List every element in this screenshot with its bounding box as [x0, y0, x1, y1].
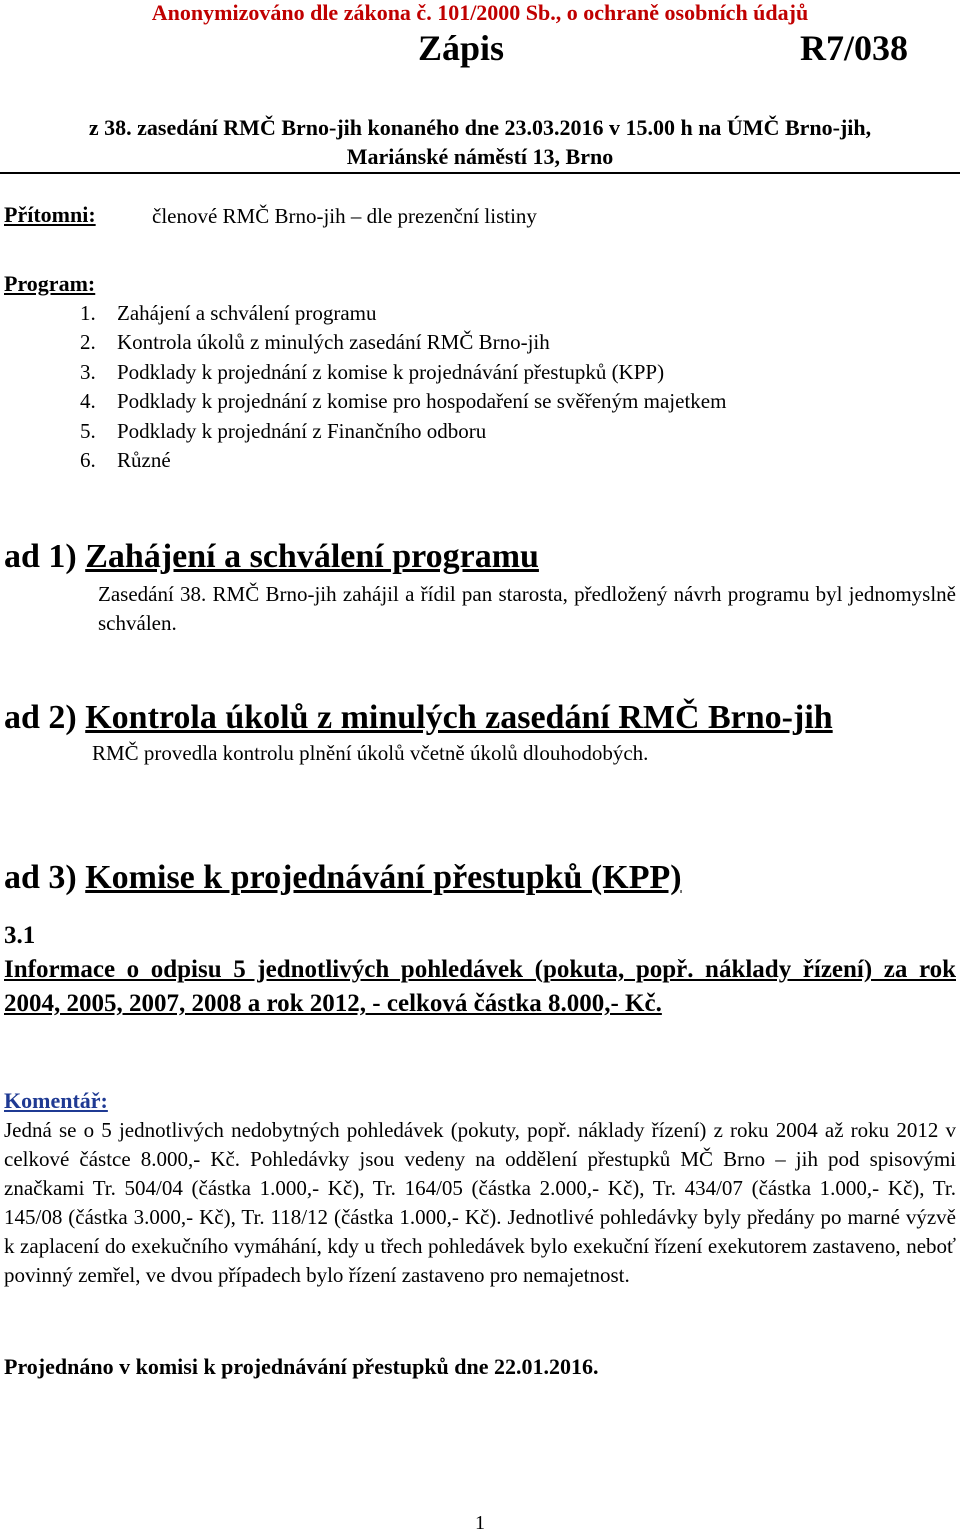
meeting-info-line2: Mariánské náměstí 13, Brno [346, 144, 614, 169]
program-item: 5. Podklady k projednání z Finančního odboru [80, 418, 487, 443]
section-2-body: RMČ provedla kontrolu plnění úkolů včetně úkolů dlouhodobých. [92, 741, 649, 765]
section-2-heading: ad 2) Kontrola úkolů z minulých zasedání RMČ Brno-jih [4, 699, 833, 736]
program-label: Program: [4, 271, 96, 296]
anonymization-notice: Anonymizováno dle zákona č. 101/2000 Sb., o ochraně osobních údajů [151, 0, 809, 25]
item-3-1-title: Informace o odpisu 5 jednotlivých pohledávek (pokuta, popř. náklady řízení) za rok 2004, 2005, 2007, 2008 a rok 2012, - celková částka 8.000,- Kč. [4, 956, 956, 1017]
program-item: 2. Kontrola úkolů z minulých zasedání RMČ Brno-jih [80, 330, 550, 355]
section-3-heading: ad 3) Komise k projednávání přestupků (KPP) [4, 859, 682, 896]
page-number: 1 [475, 1512, 485, 1534]
item-3-1-number: 3.1 [4, 922, 36, 949]
section-1-body: Zasedání 38. RMČ Brno-jih zahájil a řídil pan starosta, předložený návrh programu byl jednomyslně schválen. [98, 582, 956, 635]
program-item: 4. Podklady k projednání z komise pro hospodaření se svěřeným majetkem [80, 389, 727, 414]
section-1-heading: ad 1) Zahájení a schválení programu [4, 538, 539, 575]
meeting-info-line1: z 38. zasedání RMČ Brno-jih konaného dne 23.03.2016 v 15.00 h na ÚMČ Brno-jih, [88, 115, 872, 140]
document-id: R7/038 [800, 28, 908, 68]
attendance-label: Přítomni: [4, 202, 96, 227]
program-item: 1. Zahájení a schválení programu [80, 301, 377, 325]
header-divider [0, 172, 960, 174]
program-item: 3. Podklady k projednání z komise k projednávání přestupků (KPP) [80, 359, 665, 384]
comment-label: Komentář: [4, 1088, 108, 1113]
comment-body: Jedná se o 5 jednotlivých nedobytných pohledávek (pokuty, popř. náklady řízení) z roku 2004 až roku 2012 v celkové částce 8.000,- Kč. Pohledávky jsou vedeny na oddělení přestupků MČ Brno – jih pod spisovými značkami Tr. 504/04 (částka 1.000,- Kč), Tr. 164/05 (částka 2.000,- Kč), Tr. 434/07 (částka 1.000,- Kč), Tr. 145/08 (částka 3.000,- Kč), Tr. 118/12 (částka 1.000,- Kč). Jednotlivé pohledávky byly předány po marné výzvě k zaplacení do exekučního vymáhání, kdy u třech pohledávek bylo exekuční řízení exekutorem zastaveno, neboť povinný zemřel, ve dvou případech bylo řízení zastaveno pro nemajetnost. [4, 1118, 956, 1287]
discussed-note: Projednáno v komisi k projednávání přestupků dne 22.01.2016. [4, 1354, 599, 1379]
document-title: Zápis [418, 28, 505, 68]
program-item: 6. Různé [80, 448, 171, 473]
attendance-value: členové RMČ Brno-jih – dle prezenční listiny [152, 204, 537, 228]
program-list [80, 299, 726, 475]
